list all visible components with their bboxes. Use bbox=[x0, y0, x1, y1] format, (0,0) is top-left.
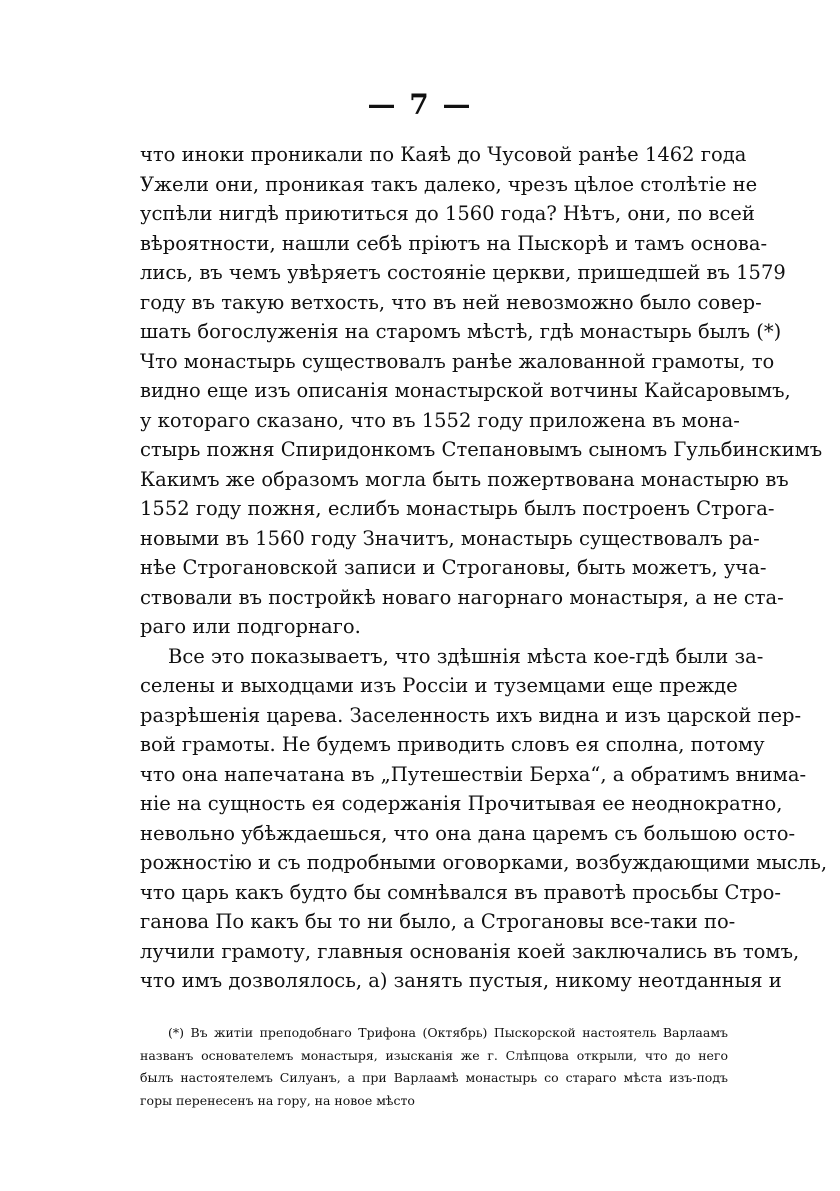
text-line: Все это показываетъ, что здѣшнія мѣста кое-гдѣ были за- bbox=[168, 644, 764, 668]
text-line: Ужели они, проникая такъ далеко, чрезъ цѣлое столѣтіе не bbox=[140, 172, 758, 196]
text-line: невольно убѣждаешься, что она дана царемъ съ большою осто- bbox=[140, 821, 796, 845]
text-line: у котораго сказано, что въ 1552 году приложена въ мона- bbox=[140, 408, 740, 432]
text-line: ніе на сущность ея содержанія Прочитывая ее неоднократно, bbox=[140, 792, 783, 815]
text-line: что иноки проникали по Каяѣ до Чусовой ранѣе 1462 года bbox=[140, 143, 747, 166]
footnote-line: былъ настоятелемъ Силуанъ, а при Варлаамѣ монастырь со стараго мѣста изъ-подъ bbox=[140, 1070, 728, 1085]
footnote-line: названъ основателемъ монастыря, изысканія же г. Слѣпцова открыли, что до него bbox=[140, 1047, 728, 1063]
text-line: году въ такую ветхость, что въ ней невозможно было совер- bbox=[140, 290, 762, 314]
text-line: что царь какъ будто бы сомнѣвался въ правотѣ просьбы Стро- bbox=[140, 880, 781, 904]
text-line: шать богослуженія на старомъ мѣстѣ, гдѣ монастырь былъ (*) bbox=[140, 320, 782, 343]
text-line: успѣли нигдѣ приютиться до 1560 года? Нѣтъ, они, по всей bbox=[140, 202, 755, 225]
text-line: ганова По какъ бы то ни было, а Строгановы все-таки по- bbox=[140, 910, 736, 933]
footnote-line: (*) Въ житіи преподобнаго Трифона (Октябрь) Пыскорской настоятель Варлаамъ bbox=[168, 1025, 728, 1040]
paragraph-2 bbox=[140, 642, 828, 996]
body-text bbox=[140, 140, 828, 996]
text-line: что она напечатана въ „Путешествіи Берха“, а обратимъ внима- bbox=[140, 762, 807, 786]
page-number: — 7 — bbox=[367, 88, 473, 121]
text-line: лучили грамоту, главныя основанія коей заключались въ томъ, bbox=[140, 939, 800, 963]
paragraph-1 bbox=[140, 140, 823, 642]
footnote-line: горы перенесенъ на гору, на новое мѣсто bbox=[140, 1092, 415, 1108]
text-line: видно еще изъ описанія монастырской вотчины Кайсаровымъ, bbox=[140, 379, 791, 402]
text-line: ствовали въ постройкѣ новаго нагорнаго монастыря, а не ста- bbox=[140, 585, 784, 609]
text-line: стырь пожня Спиридонкомъ Степановымъ сыномъ Гульбинскимъ bbox=[140, 438, 823, 461]
text-line: рожностію и съ подробными оговорками, возбуждающими мысль, bbox=[140, 851, 828, 874]
text-line: селены и выходцами изъ Россіи и туземцами еще прежде bbox=[140, 674, 738, 697]
text-line: Что монастырь существовалъ ранѣе жалованной грамоты, то bbox=[140, 349, 775, 373]
text-line: раго или подгорнаго. bbox=[140, 615, 361, 638]
text-line: нѣе Строгановской записи и Строгановы, быть можетъ, уча- bbox=[140, 556, 767, 579]
text-line: разрѣшенія царева. Заселенность ихъ видна и изъ царской пер- bbox=[140, 703, 802, 727]
text-line: что имъ дозволялось, а) занять пустыя, никому неотданныя и bbox=[140, 969, 782, 992]
footnote bbox=[140, 1022, 728, 1112]
text-line: новыми въ 1560 году Значитъ, монастырь существовалъ ра- bbox=[140, 526, 760, 550]
text-line: вѣроятности, нашли себѣ пріютъ на Пыскорѣ и тамъ основа- bbox=[140, 231, 768, 255]
text-line: 1552 году пожня, еслибъ монастырь былъ построенъ Строга- bbox=[140, 497, 775, 520]
text-line: лись, въ чемъ увѣряетъ состояніе церкви, пришедшей въ 1579 bbox=[140, 261, 786, 284]
text-line: вой грамоты. Не будемъ приводить словъ ея сполна, потому bbox=[140, 733, 765, 756]
text-line: Какимъ же образомъ могла быть пожертвована монастырю въ bbox=[140, 467, 789, 491]
